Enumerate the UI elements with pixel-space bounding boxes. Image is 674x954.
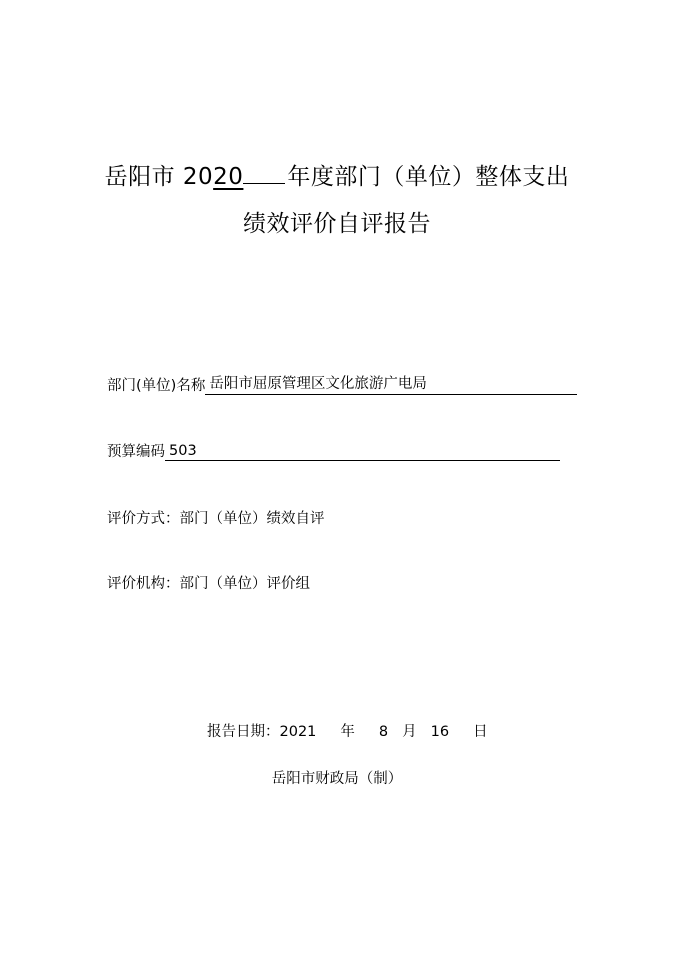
report-date-year-unit: 年: [340, 724, 355, 740]
evaluation-method-value: 部门（单位）绩效自评: [179, 511, 325, 527]
budget-code-field: [107, 440, 560, 461]
evaluation-body-field: [107, 572, 310, 593]
report-date-day: 16: [430, 724, 450, 740]
title-suffix: 年度部门（单位）整体支出: [287, 164, 570, 190]
department-value: 岳阳市屈原管理区文化旅游广电局: [205, 372, 577, 395]
title-year-underline-blank: [243, 163, 285, 184]
department-field: [107, 372, 577, 395]
budget-code-value: 503: [165, 443, 560, 461]
evaluation-body-value: 部门（单位）评价组: [179, 576, 310, 592]
title-year-underlined: 20: [213, 164, 244, 190]
report-title-line-2: 绩效评价自评报告: [243, 211, 431, 237]
report-date: [207, 720, 488, 741]
title-prefix: 岳阳市 20: [104, 164, 214, 190]
report-date-month-unit: 月: [402, 724, 417, 740]
evaluation-method-field: [107, 507, 325, 528]
budget-code-label: 预算编码: [107, 444, 165, 460]
report-date-year: 2021: [279, 724, 317, 740]
evaluation-method-label: 评价方式：: [107, 511, 180, 527]
report-title-line-1: [0, 158, 674, 191]
issuer: 岳阳市财政局（制）: [271, 771, 403, 787]
evaluation-body-label: 评价机构：: [107, 576, 180, 592]
report-date-day-unit: 日: [473, 724, 488, 740]
report-date-label: 报告日期：: [207, 724, 280, 740]
department-label: 部门(单位)名称: [107, 378, 206, 394]
report-date-month: 8: [378, 724, 389, 740]
